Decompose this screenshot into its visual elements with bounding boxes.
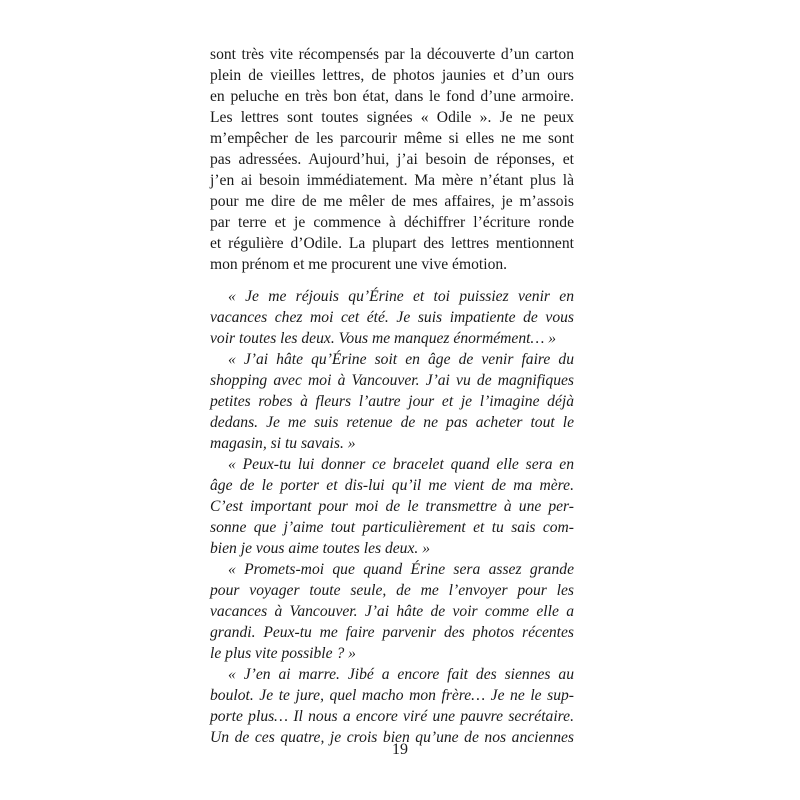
text-line: Les lettres sont toutes signées « Odile ». Je ne peux bbox=[210, 109, 574, 126]
letter-line: vacances à Vancouver. J’ai hâte de voir comme elle a bbox=[210, 603, 574, 620]
letter-line: vacances chez moi cet été. Je suis impatiente de vous bbox=[210, 309, 574, 326]
letter-line: petites robes à fleurs l’autre jour et je l’imagine déjà bbox=[210, 393, 574, 410]
page-number: 19 bbox=[392, 741, 408, 758]
letter-line: sonne que j’aime tout particulièrement et tu sais com- bbox=[210, 519, 574, 536]
text-line: et régulière d’Odile. La plupart des lettres mentionnent bbox=[210, 235, 574, 252]
letter-line: porte plus… Il nous a encore viré une pauvre secrétaire. bbox=[210, 708, 574, 725]
letter-line: voir toutes les deux. Vous me manquez énormément… » bbox=[210, 330, 557, 347]
letter-line: dedans. Je me suis retenue de ne pas acheter tout le bbox=[210, 414, 574, 431]
text-line: mon prénom et me procurent une vive émotion. bbox=[210, 256, 508, 273]
letter-line: « J’ai hâte qu’Érine soit en âge de venir faire du bbox=[228, 351, 574, 368]
text-line: pour me dire de me mêler de mes affaires, je m’assois bbox=[210, 193, 574, 210]
letter-line: Un de ces quatre, je crois bien qu’une de nos anciennes bbox=[210, 729, 574, 746]
text-line: j’en ai besoin immédiatement. Ma mère n’étant plus là bbox=[210, 172, 574, 189]
letter-line: boulot. Je te jure, quel macho mon frère… Je ne le sup- bbox=[210, 687, 574, 704]
letter-line: grandi. Peux-tu me faire parvenir des photos récentes bbox=[210, 624, 574, 641]
letter-line: « Peux-tu lui donner ce bracelet quand elle sera en bbox=[228, 456, 574, 473]
letter-line: pour voyager toute seule, de me l’envoyer pour les bbox=[210, 582, 574, 599]
letter-line: bien je vous aime toutes les deux. » bbox=[210, 540, 430, 557]
letter-line: shopping avec moi à Vancouver. J’ai vu de magnifiques bbox=[210, 372, 574, 389]
text-line: en peluche en très bon état, dans le fond d’une armoire. bbox=[210, 88, 574, 105]
text-line: plein de vieilles lettres, de photos jaunies et d’un ours bbox=[210, 67, 574, 84]
letter-line: « J’en ai marre. Jibé a encore fait des siennes au bbox=[228, 666, 574, 683]
text-line: pas adressées. Aujourd’hui, j’ai besoin de réponses, et bbox=[210, 151, 574, 168]
letter-line: le plus vite possible ? » bbox=[210, 645, 356, 662]
quoted-letters bbox=[210, 286, 574, 748]
text-line: par terre et je commence à déchiffrer l’écriture ronde bbox=[210, 214, 574, 231]
letter-line: « Promets-moi que quand Érine sera assez grande bbox=[228, 561, 574, 578]
letter-line: C’est important pour moi de le transmettre à une per- bbox=[210, 498, 574, 515]
letter-line: magasin, si tu savais. » bbox=[210, 435, 356, 452]
text-line: sont très vite récompensés par la découverte d’un carton bbox=[210, 46, 574, 63]
letter-line: âge de le porter et dis-lui qu’il me vient de ma mère. bbox=[210, 477, 574, 494]
letter-line: « Je me réjouis qu’Érine et toi puissiez venir en bbox=[228, 288, 574, 305]
narrative-paragraph bbox=[210, 44, 574, 275]
text-line: m’empêcher de les parcourir même si elles ne me sont bbox=[210, 130, 574, 147]
